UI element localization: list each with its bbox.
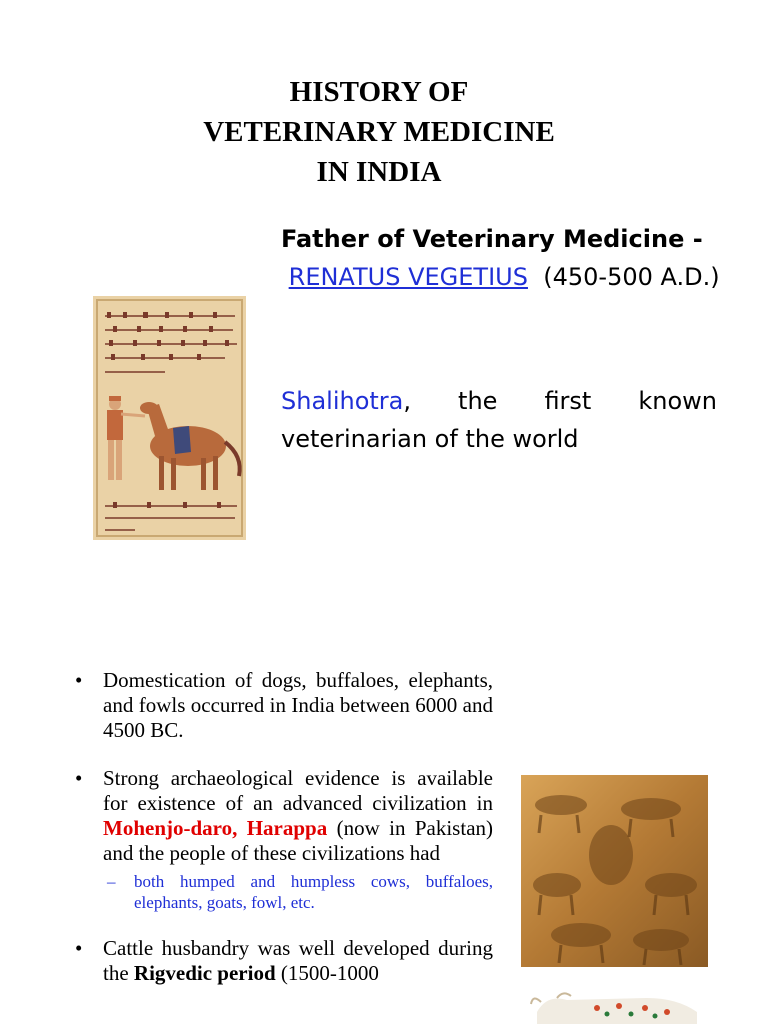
sub-bullet-item bbox=[103, 871, 493, 913]
father-years: (450-500 A.D.) bbox=[543, 263, 720, 291]
father-section bbox=[281, 220, 721, 296]
bullet-text-post: (now in Pakistan) and the people of these civilizations had bbox=[103, 816, 494, 865]
title-line-3: IN INDIA bbox=[316, 156, 442, 188]
shalihotra-rest: , the first known veterinarian of the world bbox=[281, 387, 717, 453]
bullet-highlight: Rigvedic period bbox=[133, 961, 276, 985]
bullet-list bbox=[75, 668, 493, 1009]
shalihotra-name: Shalihotra bbox=[281, 387, 404, 415]
seal-image bbox=[521, 775, 708, 967]
bullet-text-post: (1500-1000 bbox=[280, 961, 379, 985]
title-line-1: HISTORY OF bbox=[289, 76, 469, 108]
seal-illustration bbox=[521, 775, 708, 967]
bullet-item-cattle bbox=[75, 936, 493, 986]
bullet-glyph: • bbox=[75, 936, 83, 960]
figurine-image bbox=[527, 990, 707, 1024]
manuscript-illustration bbox=[93, 296, 246, 540]
bullet-text: Domestication of dogs, buffaloes, elephants, and fowls occurred in India between 6000 and 4500 BC. bbox=[103, 668, 493, 742]
sub-bullet-glyph: – bbox=[107, 872, 116, 891]
page-title bbox=[0, 72, 758, 192]
title-line-2: VETERINARY MEDICINE bbox=[203, 116, 555, 148]
sub-bullet-text: both humped and humpless cows, buffaloes, elephants, goats, fowl, etc. bbox=[134, 872, 493, 912]
bullet-glyph: • bbox=[75, 766, 83, 790]
bullet-text-pre: Cattle husbandry was well developed during the bbox=[103, 936, 493, 985]
bullet-item-domestication bbox=[75, 668, 493, 743]
bullet-glyph: • bbox=[75, 668, 83, 692]
father-lead: Father of Veterinary Medicine - bbox=[281, 225, 703, 253]
manuscript-image bbox=[93, 296, 246, 540]
bullet-text-pre: Strong archaeological evidence is available for existence of an advanced civilization in bbox=[103, 766, 493, 815]
bullet-item-archaeology bbox=[75, 766, 493, 913]
bullet-highlight: Mohenjo-daro, Harappa bbox=[103, 816, 328, 840]
figurine-illustration bbox=[527, 990, 707, 1024]
shalihotra-text bbox=[281, 382, 717, 458]
renatus-vegetius-link[interactable]: RENATUS VEGETIUS bbox=[288, 263, 528, 291]
